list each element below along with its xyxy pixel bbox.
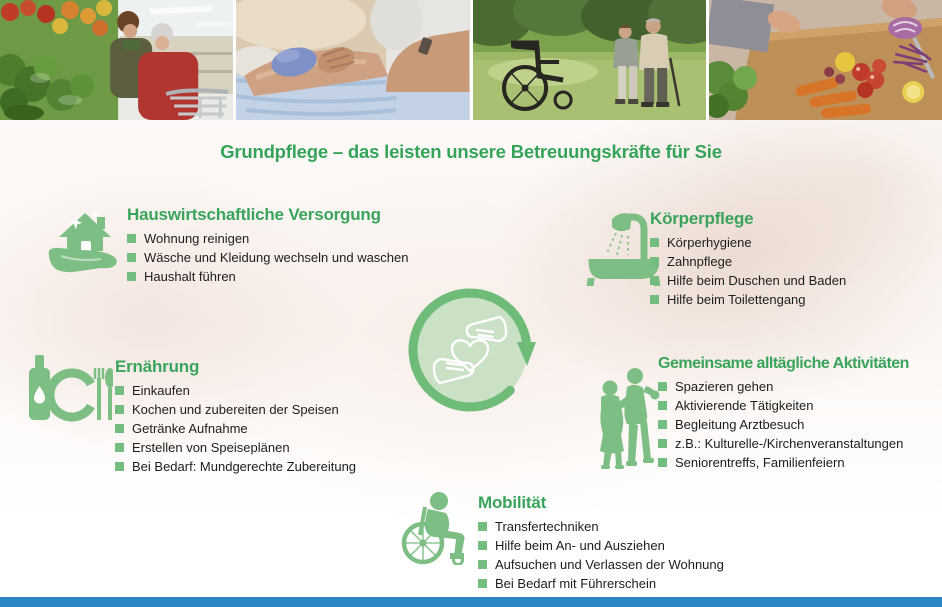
bullet-square-icon (650, 295, 659, 304)
bullet-square-icon (115, 443, 124, 452)
list-item (127, 270, 409, 284)
list-item-label: Erstellen von Speiseplänen (132, 440, 290, 455)
list-item (650, 274, 846, 288)
house-in-hand-icon (45, 199, 121, 273)
photo-strip (0, 0, 942, 120)
section-koerperpflege (650, 209, 846, 312)
list-item (115, 384, 356, 398)
list-item-label: Getränke Aufnahme (132, 421, 248, 436)
bullet-square-icon (115, 405, 124, 414)
section-heading: Körperpflege (650, 209, 754, 228)
wheelchair-icon (398, 489, 472, 565)
bullet-square-icon (478, 560, 487, 569)
bullet-square-icon (658, 458, 667, 467)
grocery-shopping-photo (0, 0, 233, 120)
list-item-label: Kochen und zubereiten der Speisen (132, 402, 339, 417)
list-item-label: Aufsuchen und Verlassen der Wohnung (495, 557, 724, 572)
list-item-label: Hilfe beim Toilettengang (667, 292, 806, 307)
list-item-label: Begleitung Arztbesuch (675, 417, 805, 432)
bottle-plate-cutlery-icon (15, 352, 113, 424)
list-item (478, 520, 724, 534)
bullet-square-icon (115, 386, 124, 395)
page-title: Grundpflege – das leisten unsere Betreuungskräfte für Sie (220, 141, 722, 162)
leg-care-washing-photo (236, 0, 469, 120)
list-item (478, 577, 724, 591)
vegetable-preparation-photo (709, 0, 942, 120)
section-item-list (658, 380, 909, 470)
list-item (658, 418, 909, 432)
bullet-square-icon (115, 462, 124, 471)
list-item (650, 255, 846, 269)
section-hauswirtschaftliche-versorgung (127, 205, 409, 289)
section-ernaehrung (115, 357, 356, 479)
list-item (127, 232, 409, 246)
list-item (478, 558, 724, 572)
section-heading: Gemeinsame alltägliche Aktivitäten (658, 355, 909, 372)
list-item-label: Spazieren gehen (675, 379, 774, 394)
list-item-label: Hilfe beim Duschen und Baden (667, 273, 847, 288)
bullet-square-icon (127, 234, 136, 243)
list-item (658, 437, 909, 451)
footer-accent-bar (0, 597, 942, 607)
bullet-square-icon (658, 382, 667, 391)
list-item-label: Bei Bedarf mit Führerschein (495, 576, 657, 591)
list-item-label: Bei Bedarf: Mundgerechte Zubereitung (132, 459, 357, 474)
bullet-square-icon (650, 276, 659, 285)
list-item-label: Wäsche und Kleidung wechseln und waschen (144, 250, 409, 265)
list-item-label: Transfertechniken (495, 519, 599, 534)
list-item-label: Zahnpflege (667, 254, 733, 269)
list-item-label: Körperhygiene (667, 235, 752, 250)
section-heading: Ernährung (115, 357, 200, 376)
bullet-square-icon (658, 401, 667, 410)
list-item-label: Hilfe beim An- und Ausziehen (495, 538, 665, 553)
section-mobilitaet (478, 493, 724, 596)
list-item (478, 539, 724, 553)
bullet-square-icon (478, 522, 487, 531)
list-item-label: Wohnung reinigen (144, 231, 250, 246)
bullet-square-icon (127, 253, 136, 262)
list-item (658, 380, 909, 394)
list-item-label: Einkaufen (132, 383, 190, 398)
list-item (115, 441, 356, 455)
list-item (115, 460, 356, 474)
section-item-list (127, 232, 409, 284)
bullet-square-icon (650, 257, 659, 266)
hands-holding-heart-cycle-icon (403, 283, 537, 417)
bullet-square-icon (650, 238, 659, 247)
list-item-label: Aktivierende Tätigkeiten (675, 398, 814, 413)
list-item (115, 422, 356, 436)
list-item (658, 399, 909, 413)
two-people-walking-icon (588, 362, 660, 480)
list-item-label: Seniorentreffs, Familienfeiern (675, 455, 845, 470)
list-item-label: Haushalt führen (144, 269, 236, 284)
park-walk-wheelchair-photo (473, 0, 706, 120)
section-gemeinsame-aktivitaeten (658, 355, 909, 475)
list-item (650, 236, 846, 250)
section-item-list (115, 384, 356, 474)
bullet-square-icon (115, 424, 124, 433)
list-item-label: z.B.: Kulturelle-/Kirchenveranstaltungen (675, 436, 904, 451)
section-heading: Mobilität (478, 493, 547, 512)
section-heading: Hauswirtschaftliche Versorgung (127, 205, 381, 224)
bullet-square-icon (478, 579, 487, 588)
bullet-square-icon (478, 541, 487, 550)
bullet-square-icon (127, 272, 136, 281)
section-item-list (650, 236, 846, 307)
bullet-square-icon (658, 439, 667, 448)
section-item-list (478, 520, 724, 591)
list-item (658, 456, 909, 470)
list-item (127, 251, 409, 265)
list-item (115, 403, 356, 417)
bullet-square-icon (658, 420, 667, 429)
list-item (650, 293, 846, 307)
